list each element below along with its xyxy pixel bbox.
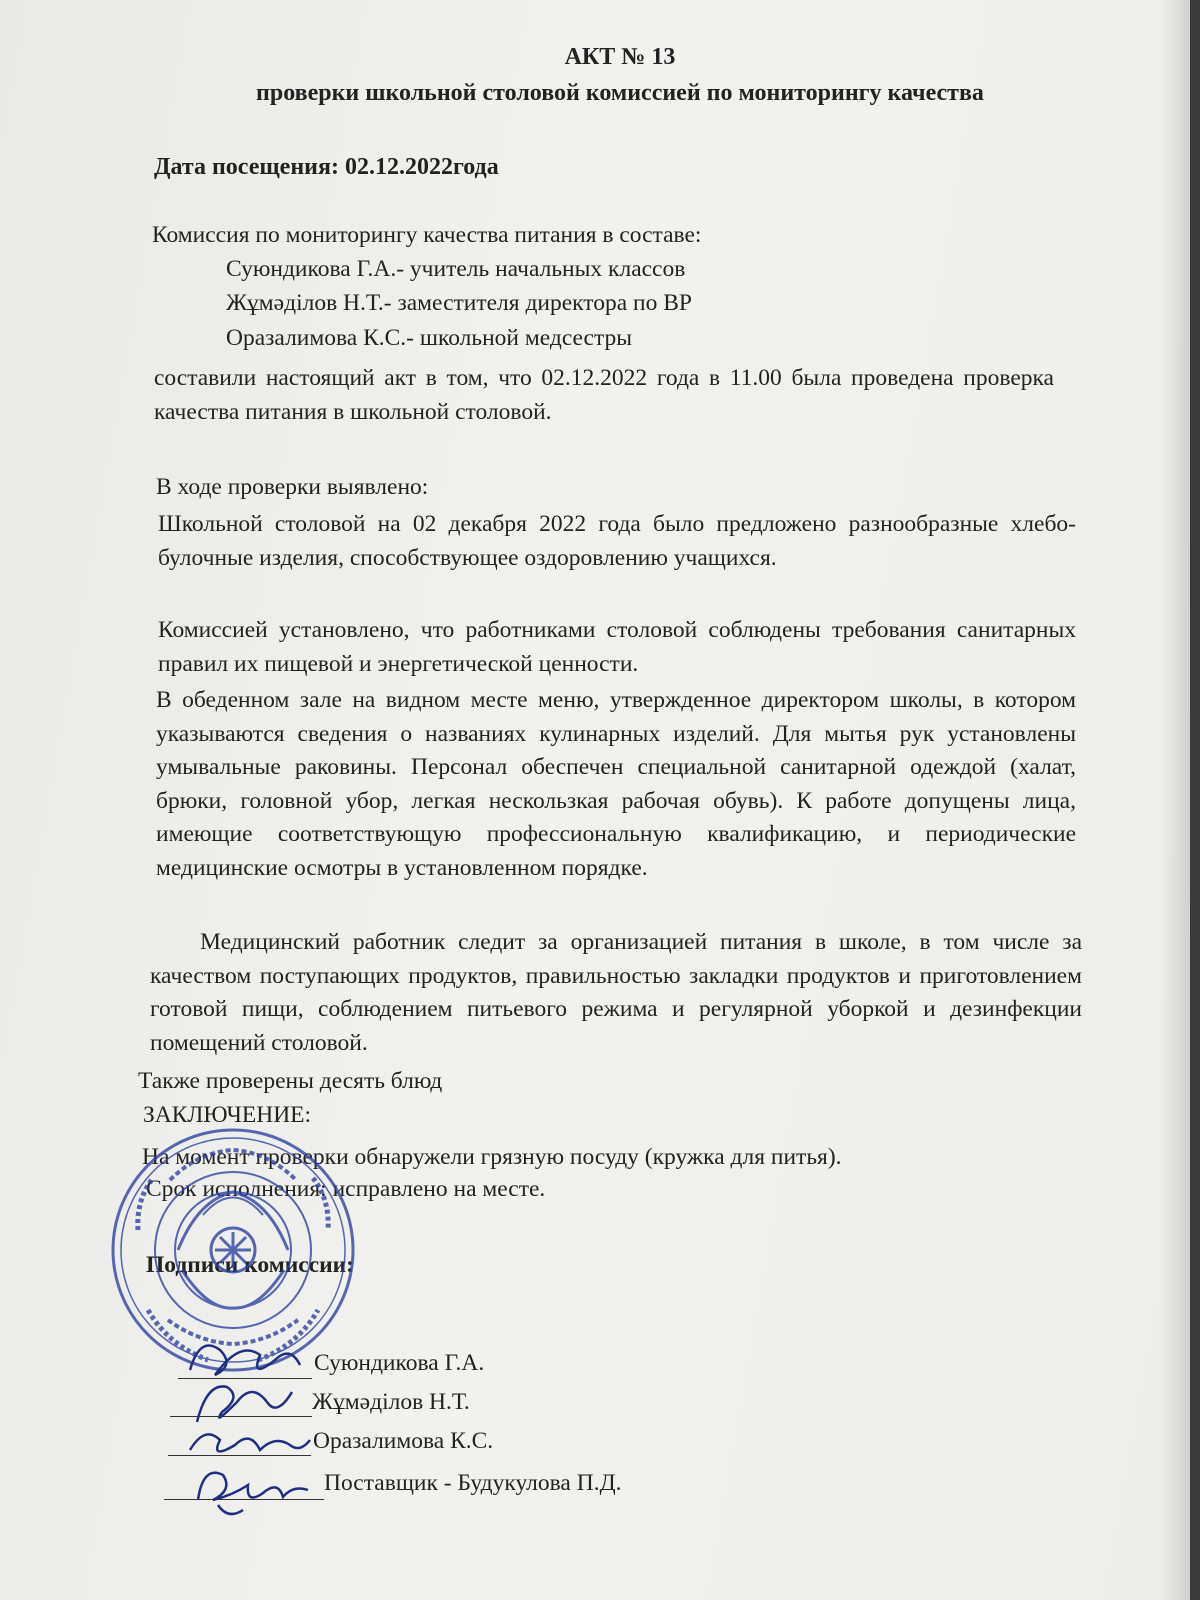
deadline: Срок исполнения: исправлено на месте. — [146, 1176, 546, 1202]
finding-paragraph: В обеденном зале на видном месте меню, утвержденное директором школы, в котором указываются сведения о названиях кулинарных изделий. Для мытья рук установлены умывальные раковины. Персонал обеспечен специальной санитарной одеждой (халат, брюки, головной убор, легкая нескользкая рабочая обувь). К работе допущены лица, имеющие соответствующую профессиональную квалификацию, и периодические медицинские осмотры в установленном порядке. — [156, 687, 1076, 881]
conclusion-text: На момент проверки обнаружели грязную посуду (кружка для питья). — [142, 1144, 842, 1170]
findings-heading: В ходе проверки выявлено: — [156, 474, 429, 500]
finding-paragraph: Школьной столовой на 02 декабря 2022 года было предложено разнообразные хлебо-булочные изделия, способствующее оздоровлению учащихся. — [158, 511, 1076, 571]
visit-date: Дата посещения: 02.12.2022года — [154, 154, 499, 180]
dishes-checked: Также проверены десять блюд — [138, 1068, 443, 1094]
signatory-name: Жұмәділов Н.Т. — [312, 1389, 470, 1415]
signatory-name: Суюндикова Г.А. — [314, 1350, 485, 1376]
finding-paragraph: Медицинский работник следит за организацией питания в школе, в том числе за качеством поступающих продуктов, правильностью закладки продуктов и приготовлением готовой пищи, соблюдением питьевого режима и регулярной уборкой и дезинфекции помещений столовой. — [150, 929, 1082, 1056]
finding-paragraph: Комиссией установлено, что работниками столовой соблюдены требования санитарных правил их пищевой и энергетической ценности. — [158, 617, 1076, 677]
commission-intro: Комиссия по мониторингу качества питания в составе: — [152, 222, 702, 248]
commission-member: Суюндикова Г.А.- учитель начальных классов — [226, 256, 686, 282]
conclusion-heading: ЗАКЛЮЧЕНИЕ: — [143, 1102, 312, 1128]
commission-member: Жұмәділов Н.Т.- заместителя директора по ВР — [226, 290, 692, 316]
act-statement: составили настоящий акт в том, что 02.12.2022 года в 11.00 была проведена проверка качества питания в школьной столовой. — [154, 365, 1054, 425]
handwritten-signature-icon — [188, 1455, 318, 1525]
page-edge-shadow — [1160, 0, 1190, 1600]
document-subtitle: проверки школьной столовой комиссией по мониторингу качества — [256, 80, 984, 106]
commission-member: Оразалимова К.С.- школьной медсестры — [226, 325, 633, 351]
signatures-heading: Подписи комиссии: — [146, 1252, 355, 1278]
signatory-name: Поставщик - Будукулова П.Д. — [324, 1470, 622, 1496]
signatory-name: Оразалимова К.С. — [313, 1428, 494, 1454]
document-title: АКТ № 13 — [564, 44, 676, 70]
